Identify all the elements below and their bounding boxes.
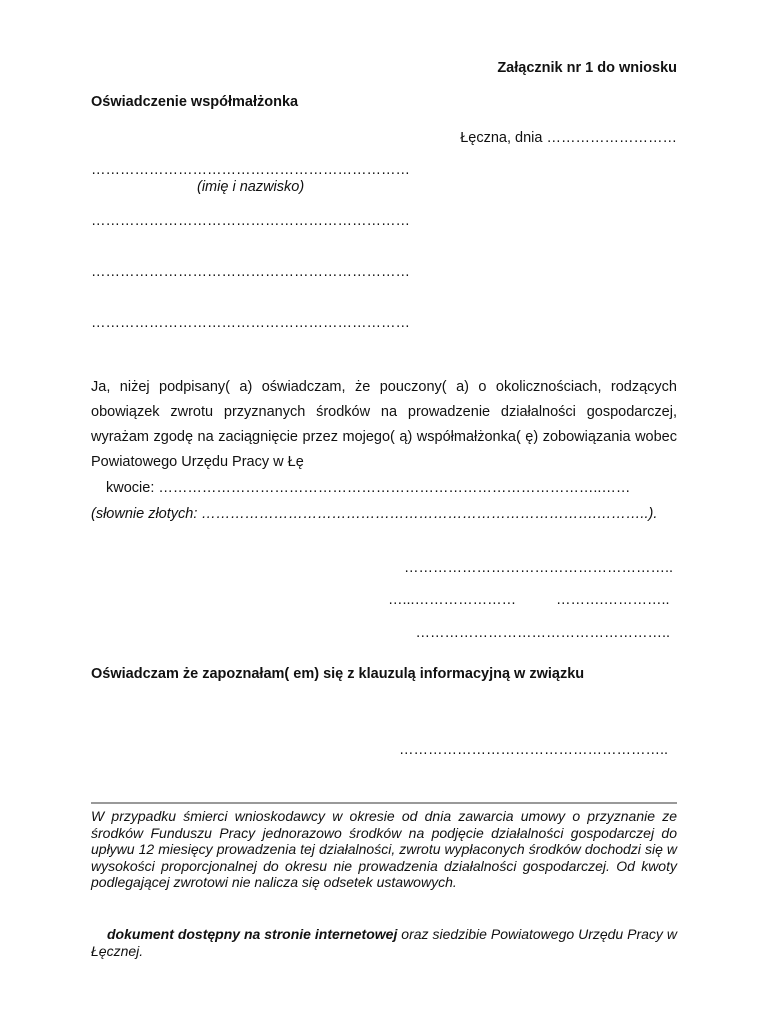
signature-line-4: ……………………………………………….. <box>398 742 668 758</box>
information-clause-statement: Oświadczam że zapoznałam( em) się z klauzulą informacyjną w związku <box>91 666 585 682</box>
availability-rest: oraz siedzibie Powiatowego Urzędu Pracy w Łęcznej. <box>91 926 677 959</box>
signature-line-3: …………………………………………….. <box>415 625 670 641</box>
annex-label: Załącznik nr 1 do wniosku <box>497 60 677 76</box>
name-line: ………………………………………………………… <box>91 162 410 178</box>
place-date-field: Łęczna, dnia ……………………… <box>460 130 677 146</box>
footnote-text: W przypadku śmierci wnioskodawcy w okresie od dnia zawarcia umowy o przyznanie ze środków Funduszu Pracy jednorazowo środków na podjęcie działalności gospodarczej do upływu 12 miesięcy prowadzenia tej działalności, zwrotu wypłaconych środków dochodzi się w wysokości proporcjonalnej do okresu nie prowadzenia działalności gospodarczej. Od kwoty podlegającej zwrotowi nie nalicza się odsetek ustawowych. <box>91 808 677 890</box>
availability-paragraph <box>91 926 677 959</box>
signature-line-2a: …...………………… <box>388 592 517 608</box>
document-title: Oświadczenie współmałżonka <box>91 94 299 110</box>
address-line-3: ………………………………………………………… <box>91 315 410 331</box>
address-line-1: ………………………………………………………… <box>91 213 410 229</box>
footnote-divider <box>91 802 677 804</box>
footnote <box>91 808 677 891</box>
address-line-2: ………………………………………………………… <box>91 264 410 280</box>
signature-line-2b: ……….………….. <box>556 592 670 608</box>
amount-words-line: (słownie złotych: ……………………………………………………………………….………..). <box>91 506 658 522</box>
declaration-paragraph <box>91 375 677 475</box>
signature-line-1: ……………………………………………….. <box>403 560 673 576</box>
amount-line: kwocie: ………………………………………………………………………………..…… <box>106 480 631 496</box>
availability-note <box>91 926 677 959</box>
availability-bold: dokument dostępny na stronie internetowej <box>107 926 398 942</box>
declaration-text: Ja, niżej podpisany( a) oświadczam, że pouczony( a) o okolicznościach, rodzących obowiązek zwrotu przyznanych środków na prowadzenie działalności gospodarczej, wyrażam zgodę na zaciągnięcie przez mojego( ą) współmałżonka( ę) zobowiązania wobec Powiatowego Urzędu Pracy w Łę <box>91 379 677 470</box>
name-caption: (imię i nazwisko) <box>197 179 305 195</box>
